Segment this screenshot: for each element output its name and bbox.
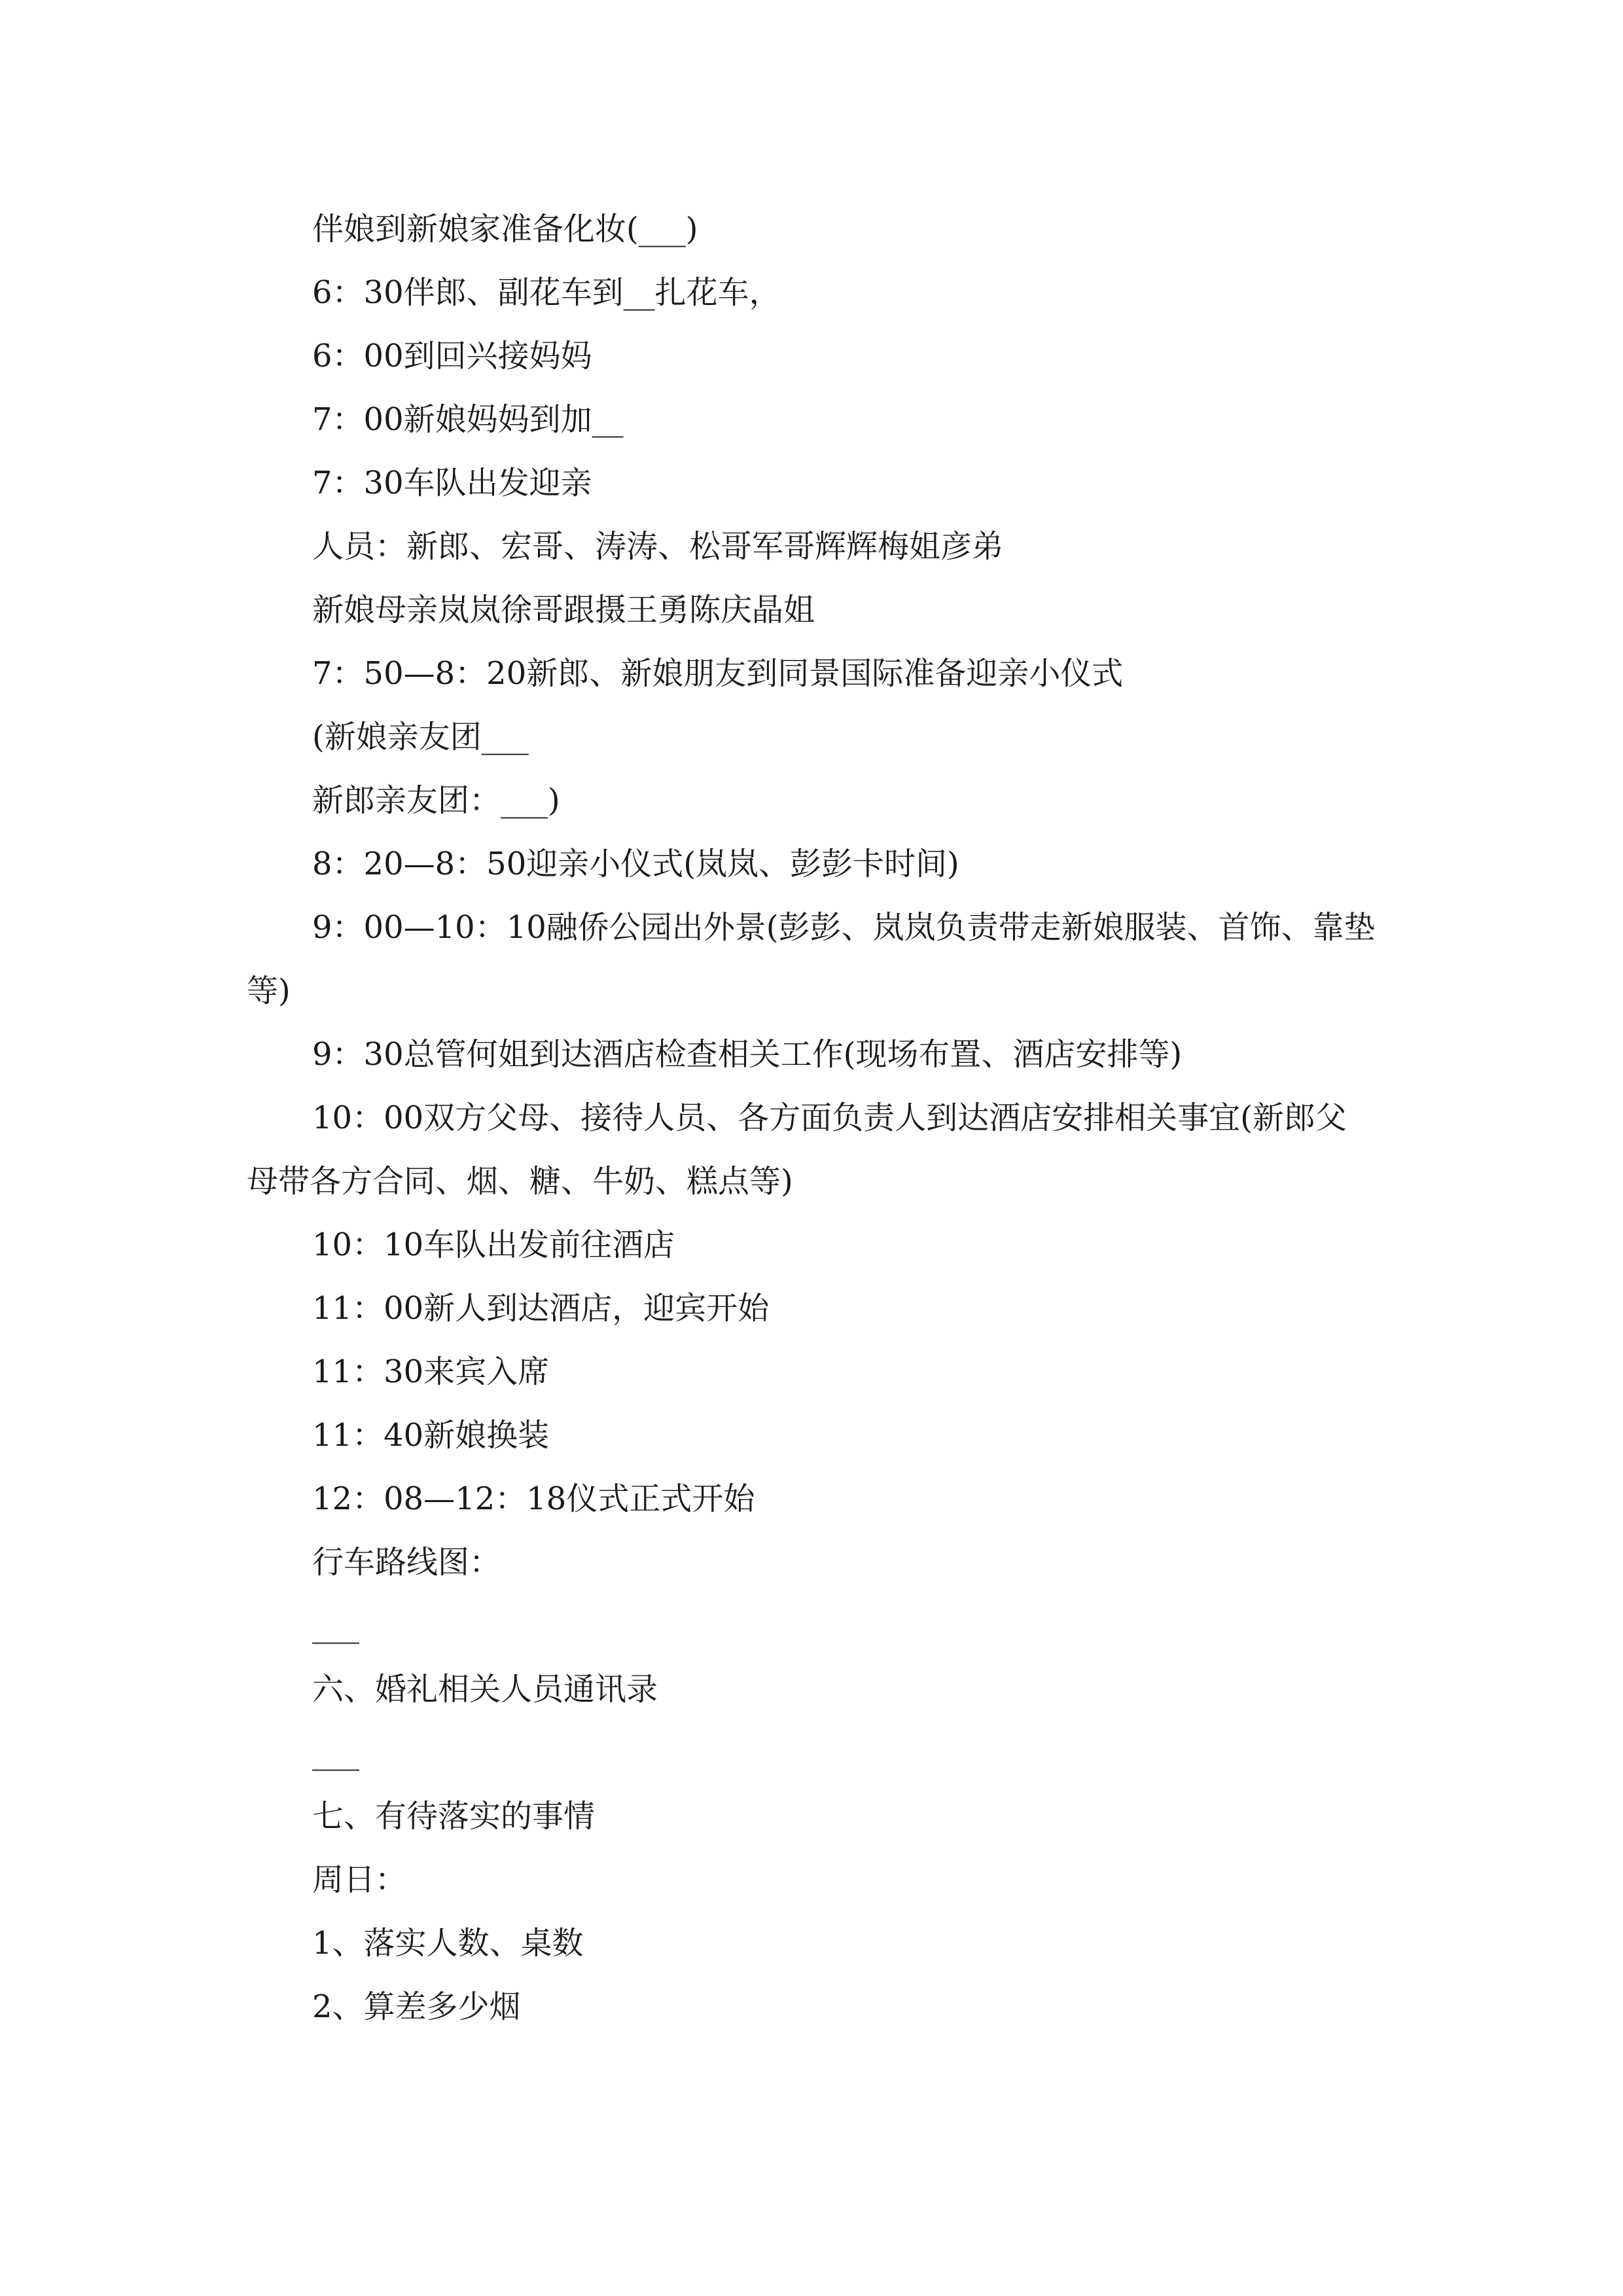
list-item-1: 1、落实人数、桌数 — [312, 1925, 584, 1962]
section-heading-pending: 七、有待落实的事情 — [312, 1798, 596, 1835]
paragraph-0930-hotel-check: 9：30总管何姐到达酒店检查相关工作(现场布置、酒店安排等) — [312, 1036, 1183, 1073]
section-heading-contacts: 六、婚礼相关人员通讯录 — [312, 1671, 658, 1708]
paragraph-0700-bride-mom: 7：00新娘妈妈到加__ — [312, 401, 624, 438]
paragraph-0730-convoy-departs: 7：30车队出发迎亲 — [312, 465, 592, 501]
paragraph-blank-2: ___ — [312, 1734, 359, 1771]
paragraph-0820-ceremony: 8：20—8：50迎亲小仪式(岚岚、彭彭卡时间) — [312, 846, 959, 882]
paragraph-1010-convoy-to-hotel: 10：10车队出发前往酒店 — [312, 1227, 675, 1263]
paragraph-blank-1: ___ — [312, 1607, 359, 1644]
list-item-2: 2、算差多少烟 — [312, 1988, 521, 2025]
paragraph-0750-friends-arrive: 7：50—8：20新郎、新娘朋友到同景国际准备迎亲小仪式 — [312, 655, 1124, 692]
paragraph-sunday: 周日： — [312, 1861, 407, 1898]
paragraph-personnel-continued: 新娘母亲岚岚徐哥跟摄王勇陈庆晶姐 — [312, 592, 815, 628]
paragraph-0900-outdoor-shoot: 9：00—10：10融侨公园出外景(彭彭、岚岚负责带走新娘服装、首饰、靠垫等) — [247, 909, 1376, 1009]
paragraph-groom-friends: 新郎亲友团：___) — [312, 782, 560, 819]
paragraph-1140-bride-changes: 11：40新娘换装 — [312, 1417, 550, 1454]
paragraph-route-map: 行车路线图： — [312, 1544, 501, 1581]
paragraph-1100-welcome: 11：00新人到达酒店，迎宾开始 — [312, 1290, 770, 1327]
paragraph-personnel: 人员：新郎、宏哥、涛涛、松哥军哥辉辉梅姐彦弟 — [312, 528, 1004, 565]
paragraph-0600-pick-up-mom: 6：00到回兴接妈妈 — [312, 338, 592, 374]
paragraph-bride-friends: (新娘亲友团___ — [312, 719, 529, 755]
paragraph-1130-guests-seated: 11：30来宾入席 — [312, 1354, 550, 1390]
paragraph-1208-ceremony-starts: 12：08—12：18仪式正式开始 — [312, 1480, 755, 1517]
document-body — [247, 198, 1378, 2039]
paragraph-bridesmaid-makeup: 伴娘到新娘家准备化妆(___) — [312, 211, 698, 247]
paragraph-0630-flower-car: 6：30伴郎、副花车到__扎花车， — [312, 274, 781, 311]
paragraph-1000-parents-arrive: 10：00双方父母、接待人员、各方面负责人到达酒店安排相关事宜(新郎父母带各方合同、烟、糖、牛奶、糕点等) — [247, 1100, 1347, 1200]
